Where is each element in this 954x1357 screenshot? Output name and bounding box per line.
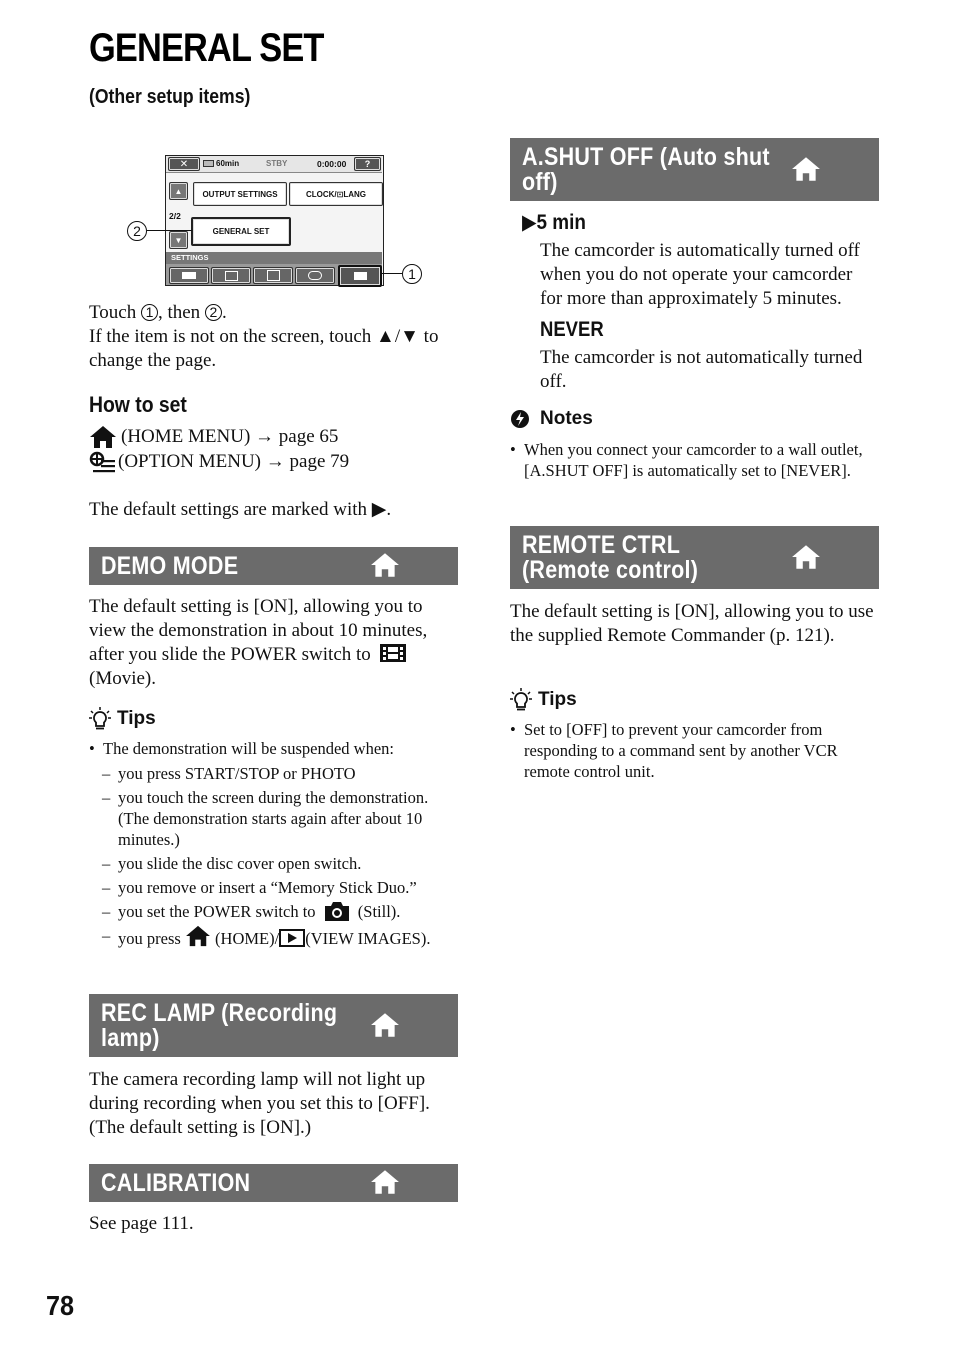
screen-frame	[165, 155, 384, 286]
view-images-icon	[279, 929, 305, 947]
option-never-label: NEVER	[540, 318, 604, 341]
camera-settings-icon	[182, 272, 196, 279]
list-item: • Set to [OFF] to prevent your camcorder from responding to a command sent by another VCR remote control unit.	[510, 719, 878, 782]
tips-icon	[510, 688, 532, 712]
home-icon	[185, 925, 211, 947]
option-5min-body: The camcorder is automatically turned off when you do not operate your camcorder for more than approximately 5 minutes.	[540, 240, 860, 309]
notes-label: Notes	[540, 408, 593, 429]
touch-instruction: Touch 1 , then 2 .	[89, 302, 227, 323]
battery-icon	[203, 160, 214, 167]
page-subtitle: (Other setup items)	[89, 86, 251, 108]
callout-2: 2	[127, 221, 147, 241]
demo-mode-heading-bar	[89, 547, 458, 585]
list-item: • When you connect your camcorder to a wall outlet, [A.SHUT OFF] is automatically set to [NEVER].	[510, 439, 875, 481]
list-item: – you set the POWER switch to (Still).	[89, 901, 459, 922]
demo-tips-label: Tips	[117, 708, 156, 729]
how-to-set-option: (OPTION MENU) → page 79	[89, 450, 459, 474]
page-number: 78	[46, 1290, 75, 1321]
down-arrow-icon: ▼	[174, 235, 183, 245]
list-item: – you press (HOME)/ (VIEW IMAGES).	[89, 925, 459, 949]
callout-line-1	[382, 273, 402, 274]
a-shut-off-heading: A.SHUT OFF (Auto shut off)	[522, 142, 770, 196]
page-change-instruction: If the item is not on the screen, touch ▲/▼ to change the page.	[89, 326, 439, 371]
home-icon	[370, 551, 400, 579]
screen-illustration	[125, 153, 425, 288]
calibration-body: See page 111.	[89, 1213, 194, 1234]
tab-view-settings[interactable]	[211, 267, 251, 284]
rec-lamp-heading-bar	[89, 994, 458, 1057]
remote-ctrl-heading: REMOTE CTRL (Remote control)	[522, 530, 699, 584]
connect-settings-icon	[308, 271, 322, 280]
tab-time-settings[interactable]	[295, 267, 335, 284]
list-item: – you slide the disc cover open switch.	[89, 853, 459, 874]
option-5min-label: ▶5 min	[522, 211, 586, 234]
a-shut-off-heading-bar	[510, 138, 879, 201]
how-to-set-home: (HOME MENU) → page 65	[89, 425, 459, 449]
home-icon	[370, 1011, 400, 1039]
home-icon	[89, 425, 117, 449]
screen-help-button[interactable]: ?	[354, 157, 381, 171]
output-settings-button[interactable]: OUTPUT SETTINGS	[193, 182, 287, 206]
notes-icon	[510, 409, 530, 429]
page-title: GENERAL SET	[89, 26, 324, 70]
remote-tips-header	[510, 688, 577, 712]
rec-lamp-body: The camera recording lamp will not light up during recording when you set this to [OFF]. (The default setting is [ON].)	[89, 1069, 430, 1138]
screen-close-button[interactable]: ✕	[168, 157, 200, 171]
page-down-button[interactable]	[169, 231, 188, 249]
general-set-button[interactable]: GENERAL SET	[191, 217, 291, 246]
tab-camera-settings[interactable]	[169, 267, 209, 284]
demo-mode-heading: DEMO MODE	[101, 551, 239, 580]
tab-sound-settings[interactable]	[253, 267, 293, 284]
tab-general-settings[interactable]	[338, 265, 382, 287]
callout-1: 1	[402, 264, 422, 284]
camera-icon	[323, 901, 351, 922]
default-note: The default settings are marked with ▶.	[89, 499, 392, 520]
list-item: – you remove or insert a “Memory Stick Duo.”	[89, 877, 459, 898]
notes-header	[510, 408, 593, 430]
option-menu-icon	[89, 451, 117, 473]
demo-dash-list	[89, 763, 459, 949]
up-arrow-icon: ▲	[174, 186, 183, 196]
callout-line-2	[147, 230, 192, 231]
demo-tip-list	[89, 738, 459, 759]
home-icon	[370, 1168, 400, 1196]
remote-tips-label: Tips	[538, 689, 577, 710]
view-settings-icon	[225, 271, 238, 281]
remote-ctrl-heading-bar	[510, 526, 879, 589]
notes-list	[510, 439, 875, 481]
remote-tips-list	[510, 719, 878, 782]
tips-icon	[89, 707, 111, 731]
page-up-button[interactable]	[169, 182, 188, 200]
toolbox-icon	[354, 272, 367, 280]
calibration-heading-bar	[89, 1164, 458, 1202]
settings-bar: SETTINGS	[166, 252, 382, 264]
remote-ctrl-body: The default setting is [ON], allowing you to use the supplied Remote Commander (p. 121).	[510, 601, 874, 646]
option-never-body: The camcorder is not automatically turned off.	[540, 347, 863, 392]
clock-lang-button[interactable]: CLOCK/⊡LANG	[289, 182, 383, 206]
how-to-set-heading: How to set	[89, 392, 187, 417]
intro-text	[89, 301, 459, 373]
movie-icon	[379, 643, 407, 663]
list-item: – you touch the screen during the demonstration. (The demonstration starts again after about 10 minutes.)	[89, 787, 459, 850]
calibration-heading: CALIBRATION	[101, 1168, 251, 1197]
home-icon	[791, 155, 821, 183]
list-item: • The demonstration will be suspended when:	[89, 738, 459, 759]
screen-top-bar	[166, 156, 382, 173]
demo-tips	[89, 738, 459, 952]
list-settings-icon	[267, 270, 280, 281]
battery-label: 60min	[216, 159, 240, 168]
demo-mode-body: The default setting is [ON], allowing you to view the demonstration in about 10 minutes, after you slide the POWER switch to (Movie).	[89, 596, 428, 689]
step-1-marker: 1	[141, 304, 158, 321]
rec-lamp-heading: REC LAMP (Recording lamp)	[101, 998, 338, 1052]
step-2-marker: 2	[205, 304, 222, 321]
time-label: 0:00:00	[317, 159, 347, 169]
page-indicator: 2/2	[169, 211, 181, 221]
list-item: – you press START/STOP or PHOTO	[89, 763, 459, 784]
home-icon	[791, 543, 821, 571]
settings-tab-row	[166, 264, 382, 285]
demo-tips-header	[89, 707, 156, 731]
status-label: STBY	[266, 159, 288, 168]
